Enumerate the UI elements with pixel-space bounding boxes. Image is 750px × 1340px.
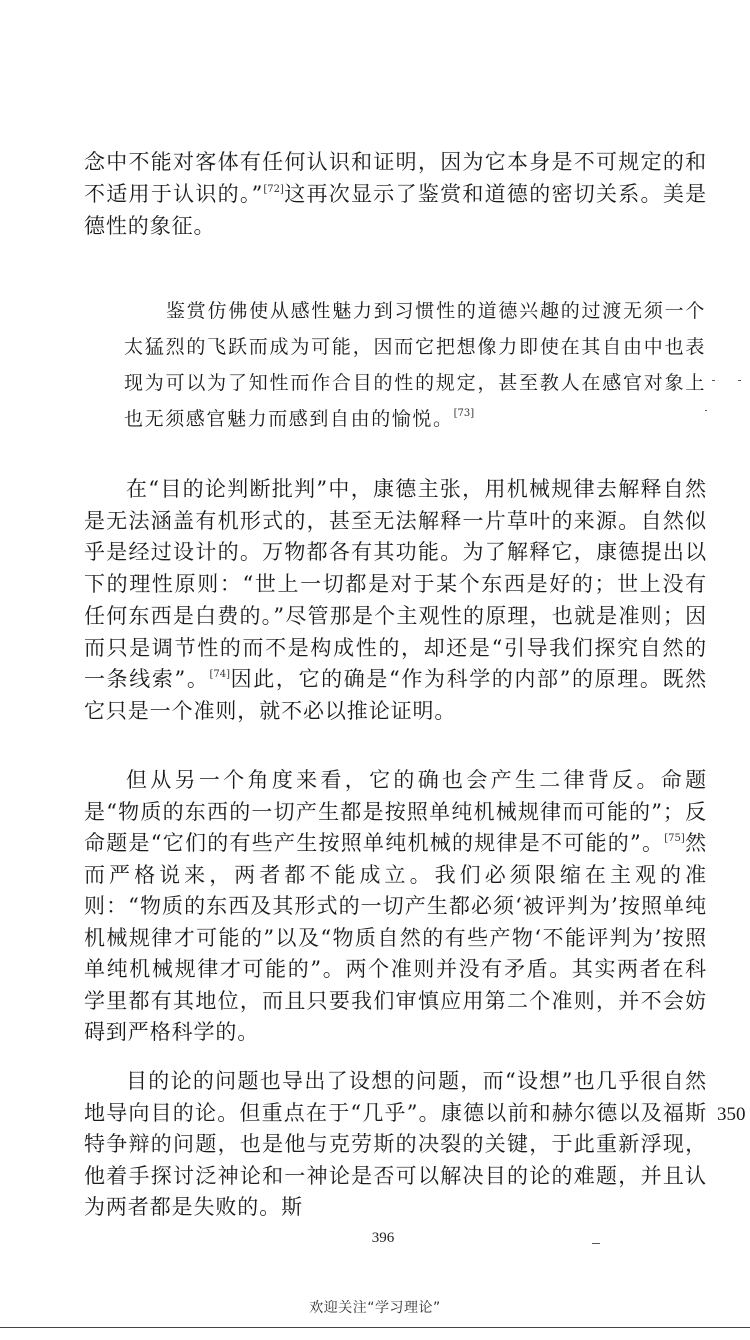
margin-page-number: 350: [717, 1104, 746, 1125]
footer-watermark-text: 欢迎关注“学习理论”: [309, 1300, 441, 1316]
footnote-ref-72: [72]: [263, 184, 284, 195]
paragraph-4: [84, 1066, 707, 1224]
paragraph-3-text-a: 但从另一个角度来看，它的确也会产生二律背反。命题是“物质的东西的一切产生都是按照单纯机械规律而可能的”；反命题是“它们的有些产生按照单纯机械的规律是不可能的”。: [84, 768, 707, 855]
page-number: 396: [371, 1230, 395, 1246]
paragraph-1-text-b: 这再次显示了鉴赏和道德的密切关系。美是德性的象征。: [84, 182, 707, 238]
scan-speck: [705, 410, 707, 411]
footnote-ref-75: [75]: [664, 833, 685, 844]
paragraph-3-text-b: 然而严格说来，两者都不能成立。我们必须限缩在主观的准则：“物质的东西及其形式的一切产生都必须‘被评判为’按照单纯机械规律才可能的”以及“物质自然的有些产物‘不能评判为’按照单纯机械规律才可能的”。两个准则并没有矛盾。其实两者在科学里都有其地位，而且只要我们审慎应用第二个准则，并不会妨碍到严格科学的。: [84, 831, 707, 1044]
footnote-ref-74: [74]: [209, 669, 230, 681]
block-quote: [124, 293, 706, 437]
paragraph-4-text: 目的论的问题也导出了设想的问题，而“设想”也几乎很自然地导向目的论。但重点在于“几乎”。康德以前和赫尔德以及福斯特争辩的问题，也是他与克劳斯的决裂的关键，于此重新浮现，他着手探讨泛神论和一神论是否可以解决目的论的难题，并且认为两者都是失败的。斯: [84, 1069, 707, 1219]
block-quote-text: 鉴赏仿佛使从感性魅力到习惯性的道德兴趣的过渡无须一个太猛烈的飞跃而成为可能，因而它把想像力即使在其自由中也表现为可以为了知性而作合目的性的规定，甚至教人在感官对象上也无须感官魅力而感到自由的愉悦。: [124, 300, 706, 430]
scan-speck: [712, 380, 715, 381]
scan-speck: [592, 1243, 600, 1244]
paragraph-2-text-b: 因此，它的确是“作为科学的内部”的原理。既然它只是一个准则，就不必以推论证明。: [84, 667, 707, 723]
paragraph-2: [84, 474, 707, 728]
paragraph-3: [84, 765, 707, 1049]
bottom-rule: [0, 1327, 750, 1328]
paragraph-2-text-a: 在“目的论判断批判”中，康德主张，用机械规律去解释自然是无法涵盖有机形式的，甚至无法解释一片草叶的来源。自然似乎是经过设计的。万物都各有其功能。为了解释它，康德提出以下的理性原则：“世上一切都是对于某个东西是好的；世上没有任何东西是白费的。”尽管那是个主观性的原理，也就是准则；因而只是调节性的而不是构成性的，却还是“引导我们探究自然的一条线索”。: [84, 477, 707, 692]
scan-speck: [738, 380, 741, 381]
paragraph-1-text-a: 念中不能对客体有任何认识和证明，因为它本身是不可规定的和不适用于认识的。”: [84, 150, 707, 206]
footnote-ref-73: [73]: [453, 408, 475, 419]
paragraph-1: [84, 146, 707, 242]
